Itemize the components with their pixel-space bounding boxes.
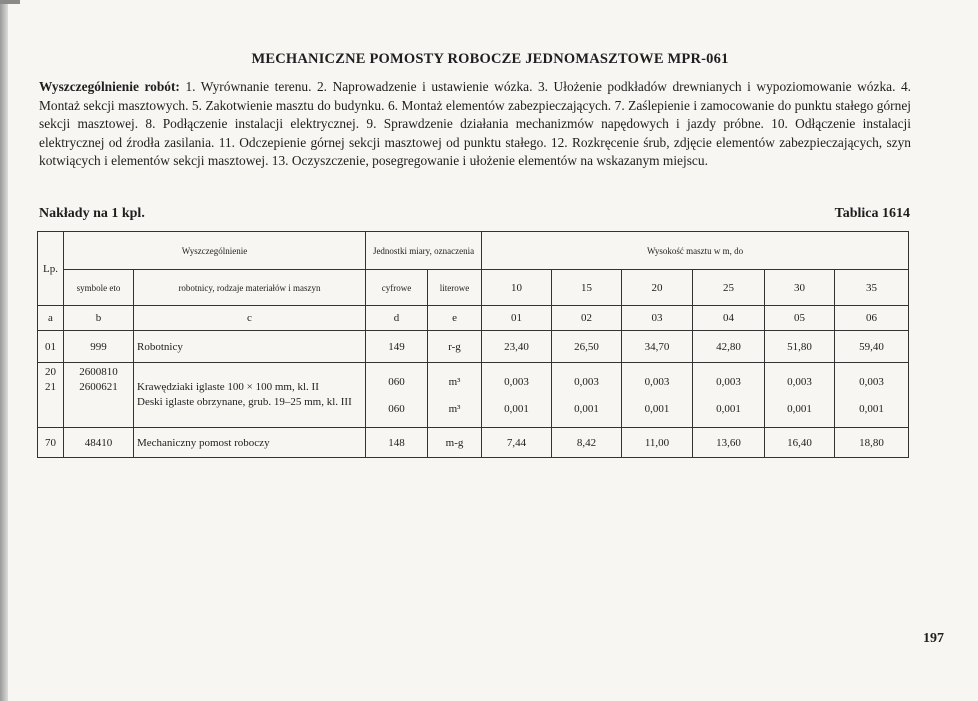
row-value: 51,80 (765, 331, 835, 363)
row-lp-item: 21 (45, 381, 56, 393)
header-height: 20 (622, 270, 693, 306)
column-letter: c (134, 306, 366, 331)
row-cyfrowe: 149 (366, 331, 428, 363)
row-value: 23,40 (482, 331, 552, 363)
row-name-item: Deski iglaste obrzynane, grub. 19–25 mm, kl. III (137, 396, 352, 408)
table-header-row-2 (38, 270, 909, 306)
header-height: 30 (765, 270, 835, 306)
row-value (693, 363, 765, 428)
row-value-item: 0,003 (716, 375, 741, 388)
header-height: 15 (552, 270, 622, 306)
row-literowe (428, 363, 482, 428)
row-value-item: 0,001 (859, 402, 884, 415)
row-value (835, 363, 909, 428)
row-value: 18,80 (835, 428, 909, 458)
column-letter: 04 (693, 306, 765, 331)
row-value: 59,40 (835, 331, 909, 363)
row-value: 34,70 (622, 331, 693, 363)
page-number: 197 (923, 631, 944, 646)
page-gutter-shadow (0, 0, 8, 701)
row-literowe: m-g (428, 428, 482, 458)
work-description (39, 78, 911, 171)
spacer (67, 395, 130, 425)
table-row-robotnicy (38, 331, 909, 363)
row-value: 13,60 (693, 428, 765, 458)
row-value-item: 0,001 (787, 402, 812, 415)
column-letter: 03 (622, 306, 693, 331)
header-cyfrowe: cyfrowe (366, 270, 428, 306)
row-value-item: 0,003 (504, 375, 529, 388)
row-value-item: 0,001 (504, 402, 529, 415)
row-cyfrowe: 148 (366, 428, 428, 458)
row-value: 7,44 (482, 428, 552, 458)
row-value-item: 0,003 (859, 375, 884, 388)
row-value (482, 363, 552, 428)
header-wysokosc: Wysokość masztu w m, do (482, 232, 909, 270)
column-letter: d (366, 306, 428, 331)
table-row-materials (38, 363, 909, 428)
table-number: Tablica 1614 (834, 206, 910, 221)
row-literowe-item: m³ (448, 402, 461, 415)
row-symbol (64, 363, 134, 428)
row-symbol: 48410 (64, 428, 134, 458)
row-value: 26,50 (552, 331, 622, 363)
row-literowe: r-g (428, 331, 482, 363)
column-letter: 01 (482, 306, 552, 331)
header-symbole: symbole eto (64, 270, 134, 306)
row-value: 42,80 (693, 331, 765, 363)
column-letter: 05 (765, 306, 835, 331)
header-height: 10 (482, 270, 552, 306)
table-row-pomost (38, 428, 909, 458)
column-letter: 06 (835, 306, 909, 331)
row-symbol-item: 2600621 (79, 381, 118, 393)
row-name (134, 363, 366, 428)
column-letter-row (38, 306, 909, 331)
column-letter: 02 (552, 306, 622, 331)
column-letter: e (428, 306, 482, 331)
row-cyfrowe-item: 060 (388, 402, 405, 415)
header-robotnicy: robotnicy, rodzaje materiałów i maszyn (134, 270, 366, 306)
row-lp: 01 (38, 331, 64, 363)
row-lp: 70 (38, 428, 64, 458)
description-label: Wyszczególnienie robót: (39, 79, 180, 94)
row-cyfrowe-item: 060 (388, 375, 405, 388)
column-letter: a (38, 306, 64, 331)
row-value-item: 0,001 (716, 402, 741, 415)
norm-table (37, 231, 909, 458)
table-header-row-1 (38, 232, 909, 270)
naklady-label: Nakłady na 1 kpl. (39, 206, 145, 221)
row-name: Mechaniczny pomost roboczy (134, 428, 366, 458)
description-text: 1. Wyrównanie terenu. 2. Naprowadzenie i ustawienie wózka. 3. Ułożenie podkładów drewnianych i wypoziomowanie wózka. 4. Montaż sekcji masztowych. 5. Zakotwienie masztu do budynku. 6. Montaż elementów zabezpieczających. 7. Zaślepienie i zamocowanie do punktu stałego górnej sekcji masztowej. 8. Podłączenie instalacji elektrycznej. 9. Sprawdzenie działania mechanizmów napędowych i jazdy próbne. 10. Odłączenie instalacji elektrycznej od źrodła zasilania. 11. Odczepienie górnej sekcji masztowej od punktu stałego. 12. Rozkręcenie śrub, zdjęcie elementów zabezpieczających, szyn kotwiących i elementów sekcji masztowej. 13. Oczyszczenie, posegregowanie i ułożenie elementów na wskazanym miejscu. (39, 79, 912, 169)
header-lp: Lp. (38, 232, 64, 306)
header-literowe: literowe (428, 270, 482, 306)
row-value (765, 363, 835, 428)
row-value-item: 0,003 (644, 375, 670, 388)
row-symbol-item: 2600810 (79, 366, 118, 378)
page-title: MECHANICZNE POMOSTY ROBOCZE JEDNOMASZTOWE MPR-061 (251, 51, 729, 67)
row-symbol: 999 (64, 331, 134, 363)
row-lp-item: 20 (45, 366, 56, 378)
row-value-item: 0,003 (787, 375, 812, 388)
row-value (622, 363, 693, 428)
page-corner-mark (0, 0, 20, 4)
row-value: 16,40 (765, 428, 835, 458)
header-jednostki: Jednostki miary, oznaczenia (366, 232, 482, 270)
row-value (552, 363, 622, 428)
header-height: 35 (835, 270, 909, 306)
row-cyfrowe (366, 363, 428, 428)
spacer (41, 395, 60, 425)
row-value-item: 0,001 (644, 402, 670, 415)
header-wyszczegolnienie: Wyszczególnienie (64, 232, 366, 270)
row-name-item: Krawędziaki iglaste 100 × 100 mm, kl. II (137, 380, 319, 393)
row-value-item: 0,001 (574, 402, 599, 415)
row-name: Robotnicy (134, 331, 366, 363)
row-literowe-item: m³ (448, 375, 461, 388)
row-lp (38, 363, 64, 428)
row-value: 11,00 (622, 428, 693, 458)
header-height: 25 (693, 270, 765, 306)
row-value-item: 0,003 (574, 375, 599, 388)
column-letter: b (64, 306, 134, 331)
row-value: 8,42 (552, 428, 622, 458)
